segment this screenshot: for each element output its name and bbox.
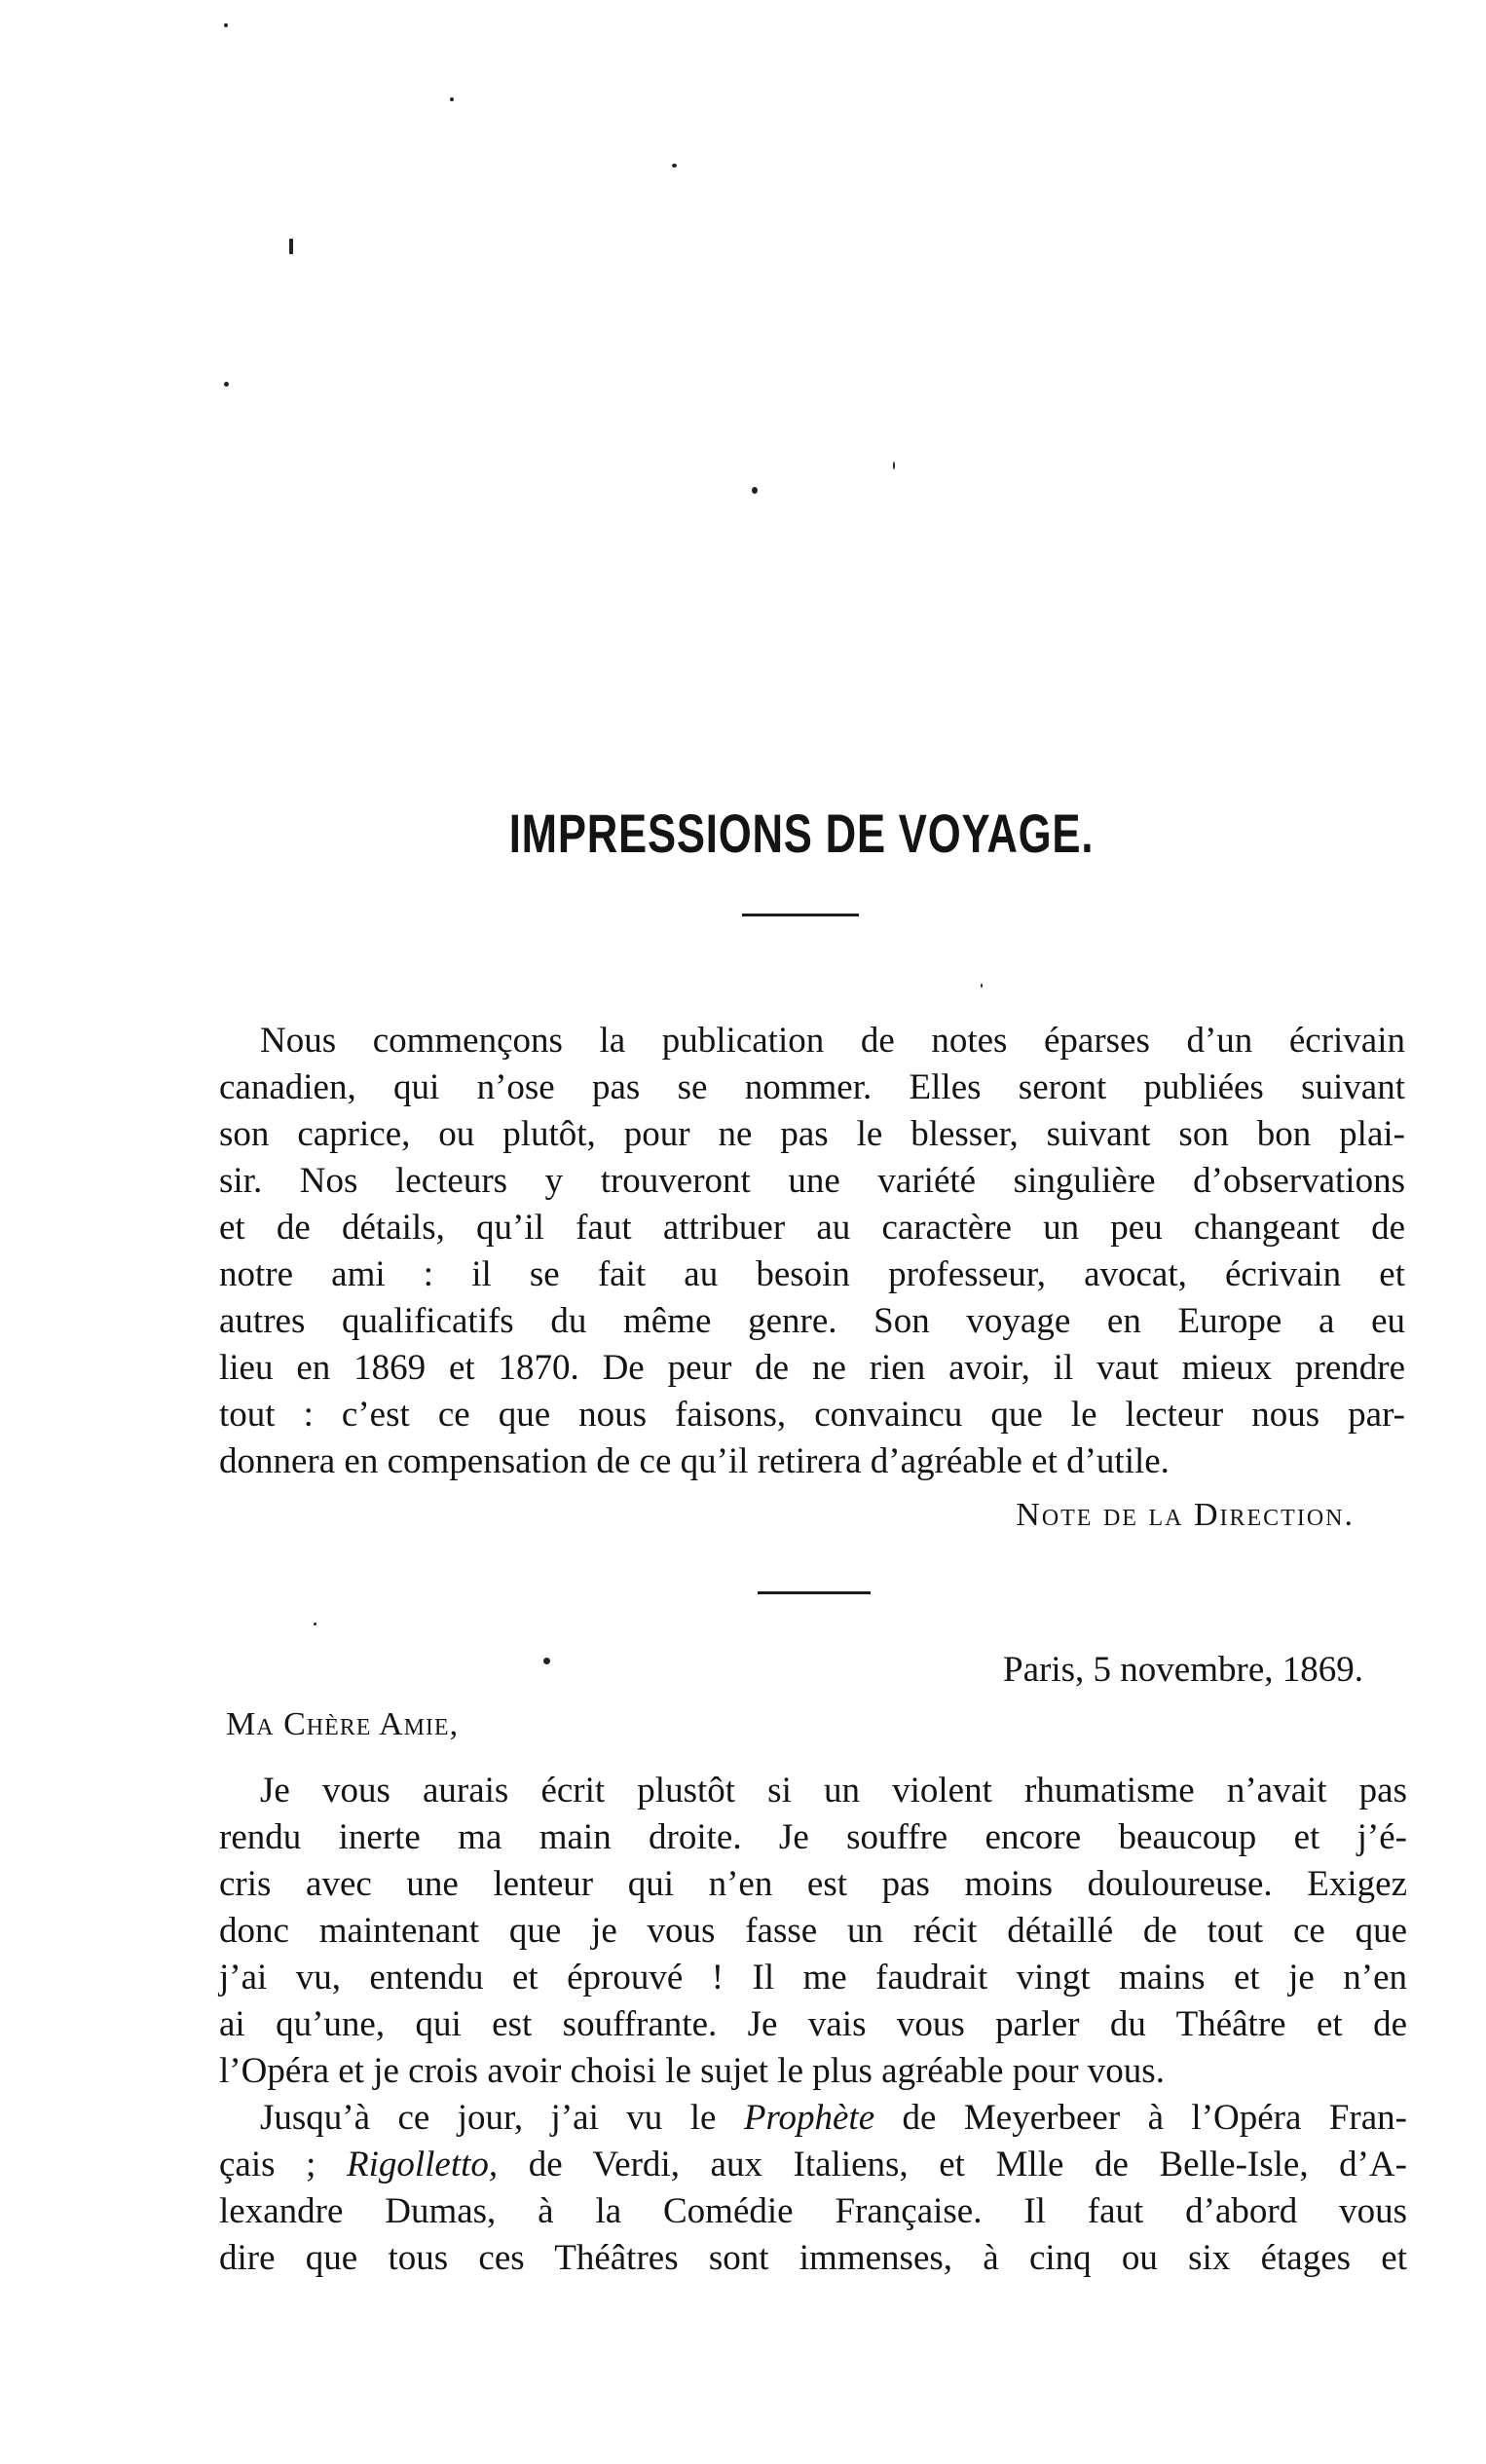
letter-line: l’Opéra et je crois avoir choisi le sujet le plus agréable pour vous. — [219, 2051, 1165, 2091]
letter-line: cris avec une lenteur qui n’en est pas moins douloureuse. Exigez — [219, 1864, 1407, 1904]
note-signature: Note de la Direction. — [1016, 1497, 1355, 1533]
letter-dateline: Paris, 5 novembre, 1869. — [1003, 1650, 1363, 1690]
scan-speck — [450, 97, 454, 101]
scan-speck — [893, 462, 895, 469]
note-line: canadien, qui n’ose pas se nommer. Elles seront publiées suivant — [219, 1067, 1405, 1107]
text-run: de Verdi, aux Italiens, et Mlle de Belle-Isle, d’A- — [498, 2145, 1408, 2184]
scan-speck — [289, 239, 293, 254]
scan-speck — [224, 23, 228, 27]
note-line: et de détails, qu’il faut attribuer au caractère un peu changeant de — [219, 1208, 1405, 1248]
letter-line: ai qu’une, qui est souffrante. Je vais vous parler du Théâtre et de — [219, 2004, 1407, 2044]
text-run: de Meyerbeer à l’Opéra Fran- — [874, 2098, 1407, 2138]
text-run: Jusqu’à ce jour, j’ai vu le — [260, 2098, 744, 2138]
letter-line: j’ai vu, entendu et éprouvé ! Il me faudrait vingt mains et je n’en — [219, 1958, 1407, 1997]
scan-speck — [752, 487, 758, 494]
letter-body — [219, 1768, 1407, 2282]
scan-speck — [672, 164, 677, 168]
note-line: donnera en compensation de ce qu’il retirera d’agréable et d’utile. — [219, 1441, 1170, 1481]
note-line: lieu en 1869 et 1870. De peur de ne rien avoir, il vaut mieux prendre — [219, 1348, 1405, 1388]
letter-salutation: Ma Chère Amie, — [226, 1706, 460, 1742]
letter-line — [219, 2142, 1407, 2188]
letter-line: lexandre Dumas, à la Comédie Française. Il faut d’abord vous — [219, 2191, 1407, 2231]
note-line: Nous commençons la publication de notes éparses d’un écrivain — [260, 1021, 1405, 1061]
note-line: autres qualificatifs du même genre. Son voyage en Europe a eu — [219, 1301, 1405, 1341]
editor-note — [219, 1018, 1405, 1485]
letter-line: rendu inerte ma main droite. Je souffre encore beaucoup et j’é- — [219, 1817, 1407, 1857]
letter-line — [219, 2095, 1407, 2142]
work-title: Rigolletto, — [346, 2145, 499, 2184]
note-line: sir. Nos lecteurs y trouveront une variété singulière d’observations — [219, 1161, 1405, 1201]
title-divider — [742, 914, 859, 916]
scan-speck — [224, 382, 229, 387]
scan-speck — [543, 1658, 550, 1664]
scan-speck — [314, 1623, 316, 1625]
work-title: Prophète — [743, 2098, 875, 2138]
letter-line: donc maintenant que je vous fasse un récit détaillé de tout ce que — [219, 1911, 1407, 1951]
letter-line: Je vous aurais écrit plustôt si un violent rhumatisme n’avait pas — [260, 1771, 1407, 1811]
note-line: son caprice, ou plutôt, pour ne pas le blesser, suivant son bon plai- — [219, 1114, 1405, 1154]
note-line: tout : c’est ce que nous faisons, convaincu que le lecteur nous par- — [219, 1395, 1405, 1435]
letter-line: dire que tous ces Théâtres sont immenses, à cinq ou six étages et — [219, 2238, 1407, 2278]
scan-speck — [981, 984, 983, 988]
note-line: notre ami : il se fait au besoin professeur, avocat, écrivain et — [219, 1254, 1405, 1294]
page-title: IMPRESSIONS DE VOYAGE. — [508, 802, 1095, 864]
text-run: çais ; — [219, 2145, 347, 2184]
section-divider — [758, 1591, 871, 1594]
